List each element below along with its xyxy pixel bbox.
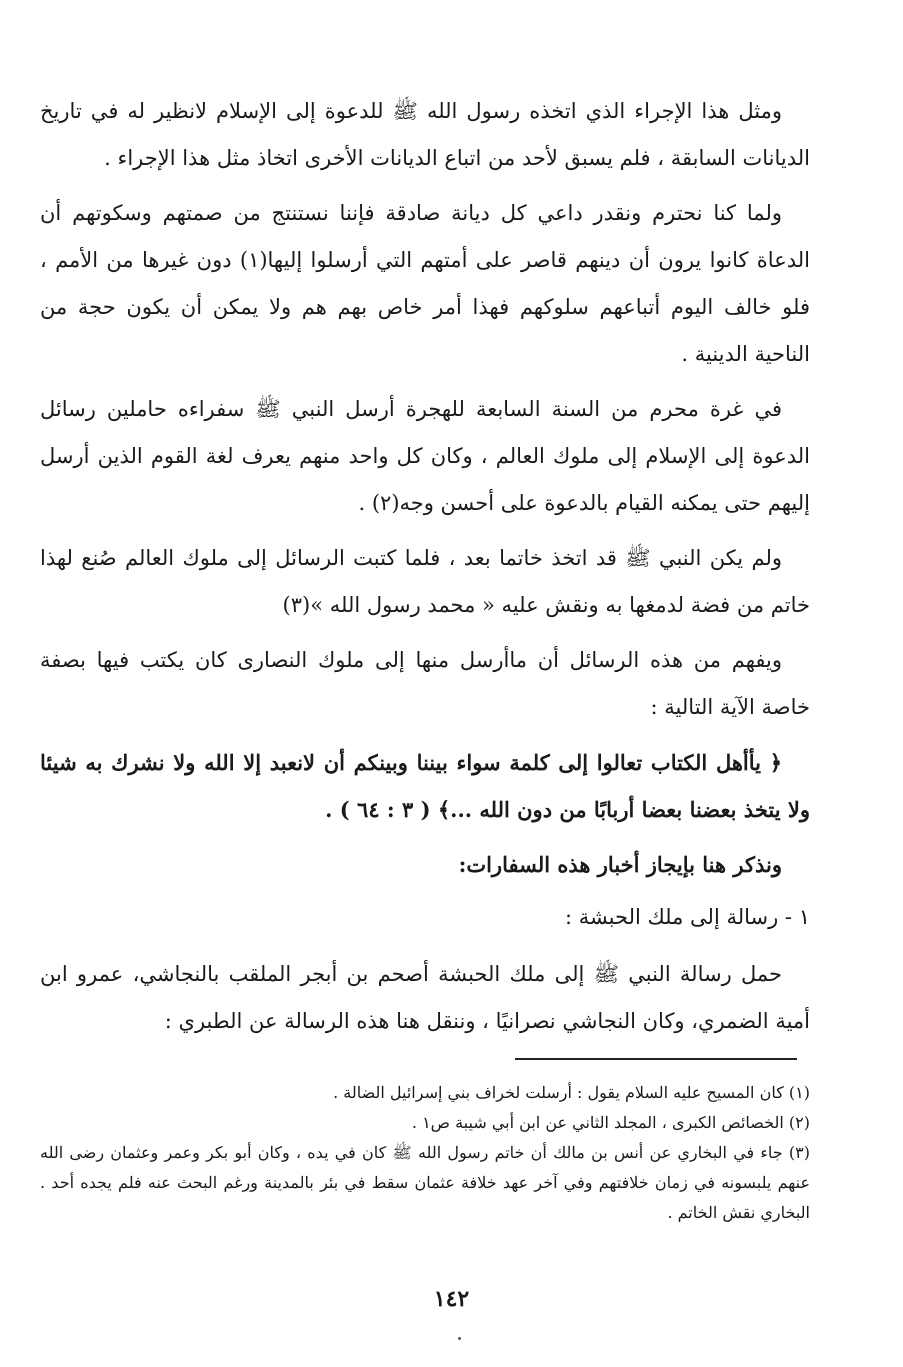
paragraph-3: في غرة محرم من السنة السابعة للهجرة أرسل النبي ﷺ سفراءه حاملين رسائل الدعوة إلى الإسلام إلى ملوك العالم ، وكان كل واحد منهم يعرف لغة القوم الذين أرسل إليهم حتى يمكنه القيام بالدعوة على أحسن وجه(٢) .: [40, 397, 810, 515]
footnote-2: (٢) الخصائص الكبرى ، المجلد الثاني عن ابن أبي شيبة ص١ .: [411, 1113, 810, 1132]
paragraph-1: ومثل هذا الإجراء الذي اتخذه رسول الله ﷺ للدعوة إلى الإسلام لانظير له في تاريخ الديانات السابقة ، فلم يسبق لأحد من اتباع الديانات الأخرى اتخاذ مثل هذا الإجراء .: [40, 99, 810, 170]
footnote-3: (٣) جاء في البخاري عن أنس بن مالك أن خاتم رسول الله ﷺ كان في يده ، وكان أبو بكر وعمر وعثمان رضى الله عنهم يلبسونه في زمان خلافتهم وفي آخر عهد خلافة عثمان سقط في بئر بالمدينة ورغم البحث عنه فلم يجده أحد . البخاري نقش الخاتم .: [40, 1143, 810, 1222]
footnote-divider: [515, 1058, 797, 1060]
section-heading: ونذكر هنا بإيجاز أخبار هذه السفارات:: [458, 852, 782, 877]
page-number: ١٤٢: [433, 1286, 470, 1312]
paragraph-5: ويفهم من هذه الرسائل أن ماأرسل منها إلى ملوك النصارى كان يكتب فيها بصفة خاصة الآية التالية :: [40, 648, 810, 719]
print-speck: [458, 1337, 461, 1340]
paragraph-4: ولم يكن النبي ﷺ قد اتخذ خاتما بعد ، فلما كتبت الرسائل إلى ملوك العالم صُنع لهذا خاتم من فضة لدمغها به ونقش عليه « محمد رسول الله »(٣): [40, 546, 810, 617]
quran-verse: ﴿ يأأهل الكتاب تعالوا إلى كلمة سواء بيننا وبينكم أن لانعبد إلا الله ولا نشرك به شيئا ولا يتخذ بعضنا بعضا أربابًا من دون الله ...﴾ ( ٣ : ٦٤ ) .: [40, 750, 810, 822]
paragraph-2: ولما كنا نحترم ونقدر داعي كل ديانة صادقة فإننا نستنتج من صمتهم وسكوتهم أن الدعاة كانوا يرون أن دينهم قاصر على أمتهم التي أرسلوا إليها(١) دون غيرها من الأمم ، فلو خالف اليوم أتباعهم سلوكهم فهذا أمر خاص بهم هم ولا يمكن أن يكون حجة من الناحية الدينية .: [40, 201, 810, 366]
closing-paragraph: حمل رسالة النبي ﷺ إلى ملك الحبشة أصحم بن أبجر الملقب بالنجاشي، عمرو ابن أمية الضمري، وكان النجاشي نصرانيًا ، وننقل هنا هذه الرسالة عن الطبري :: [40, 962, 810, 1033]
footnotes: [40, 1078, 810, 1228]
main-text: [40, 88, 810, 1053]
footnote-1: (١) كان المسيح عليه السلام يقول : أرسلت لخراف بني إسرائيل الضالة .: [333, 1083, 810, 1102]
subheading: ١ - رسالة إلى ملك الحبشة :: [564, 905, 810, 929]
